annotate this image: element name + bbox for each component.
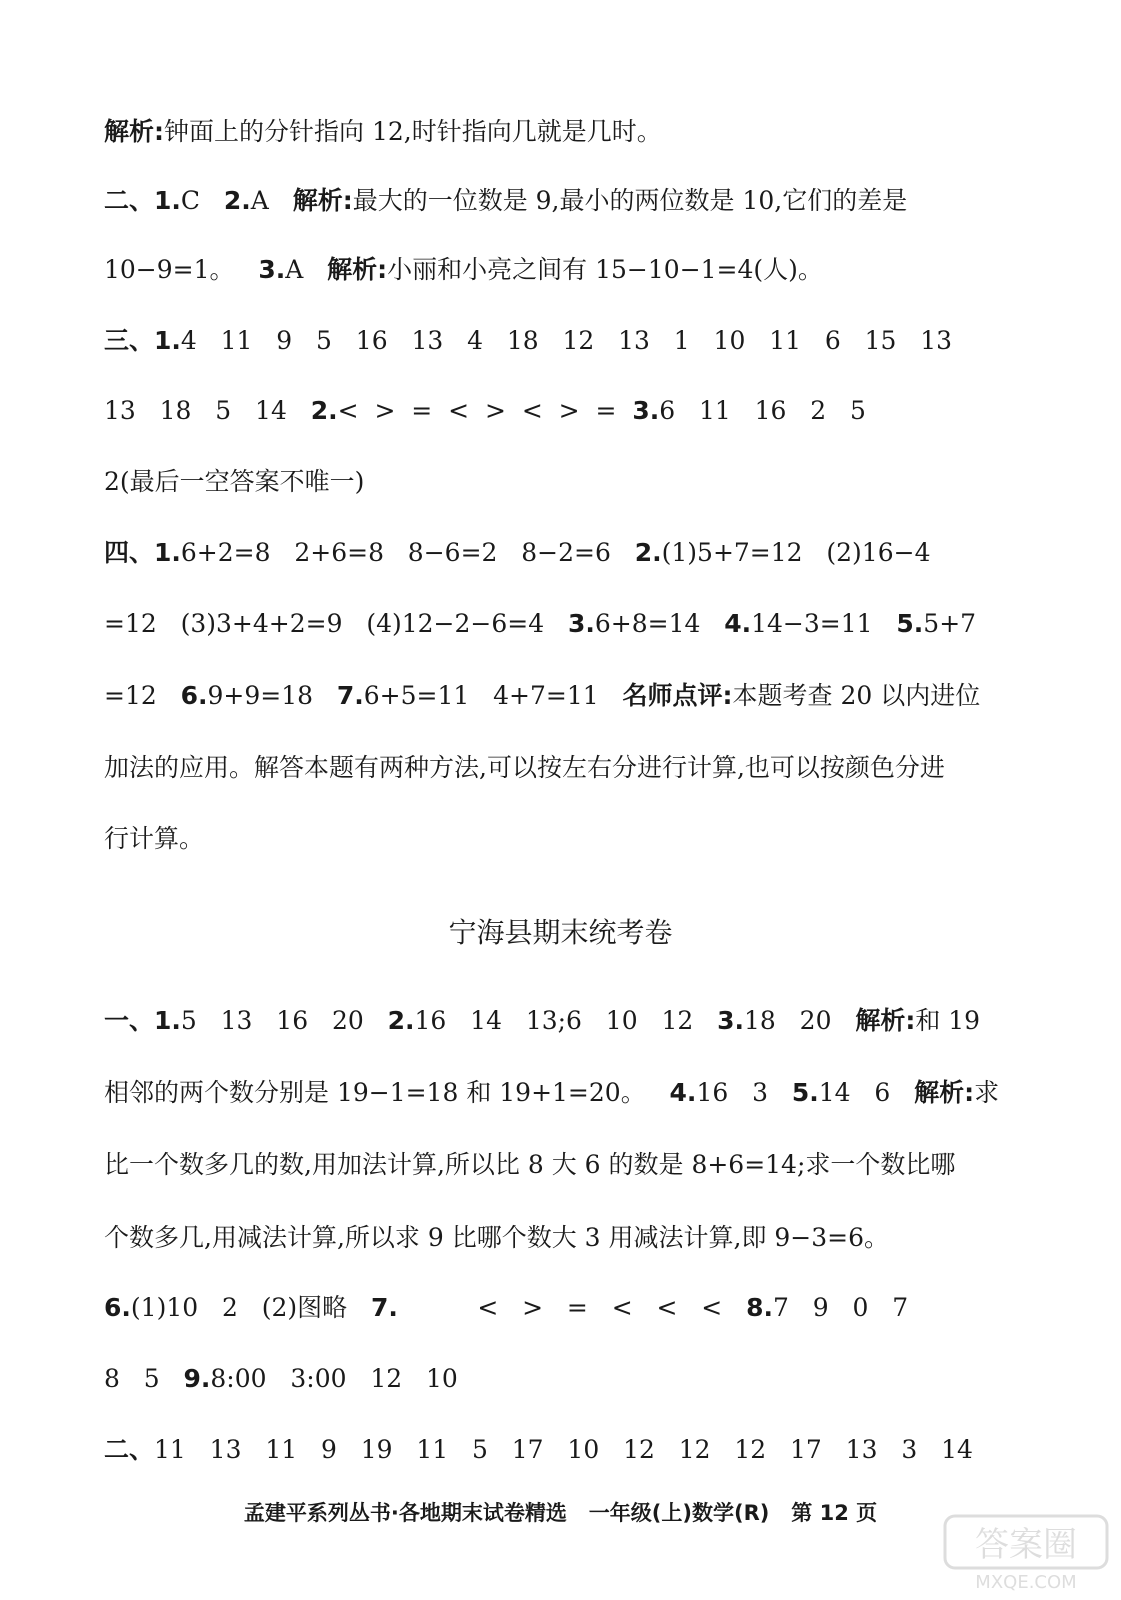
text: 16 14 13;6 10 12	[414, 1006, 718, 1035]
text-line-14	[104, 1150, 1004, 1180]
label: 解析:	[914, 1078, 975, 1107]
watermark-text: 答案圈	[975, 1525, 1077, 1565]
text-line-18	[104, 1435, 1004, 1465]
text: A	[285, 255, 328, 284]
label: 6.	[180, 681, 208, 710]
text-line-11	[104, 824, 1004, 854]
label: 3.	[258, 255, 286, 284]
text: 和 19	[915, 1006, 981, 1035]
label: 7.	[336, 681, 364, 710]
text: 相邻的两个数分别是 19−1=18 和 19+1=20。	[104, 1078, 670, 1107]
label: 解析:	[104, 117, 164, 146]
text: 6+5=11 4+7=11	[363, 681, 623, 710]
text: 16 3	[696, 1078, 792, 1107]
label: 5.	[896, 609, 924, 638]
text: 比一个数多几的数,用加法计算,所以比 8 大 6 的数是 8+6=14;求一个数比哪	[104, 1150, 956, 1179]
text: 小丽和小亮之间有 15−10−1=4(人)。	[387, 255, 823, 284]
text-line-1	[104, 117, 1004, 147]
label: 3.	[567, 609, 595, 638]
label: 2.	[387, 1006, 415, 1035]
watermark-logo	[941, 1512, 1111, 1594]
label: 4.	[669, 1078, 697, 1107]
text: 加法的应用。解答本题有两种方法,可以按左右分进行计算,也可以按颜色分进	[104, 753, 945, 782]
label: 4.	[724, 609, 752, 638]
text-line-15	[104, 1223, 1004, 1253]
text: 本题考查 20 以内进位	[732, 681, 981, 710]
text-line-10	[104, 753, 1004, 783]
label: 解析:	[292, 186, 353, 215]
label: 7.	[370, 1293, 398, 1322]
label: 3.	[717, 1006, 745, 1035]
text: =12	[104, 681, 181, 710]
text: 13 18 5 14	[104, 396, 311, 425]
text: C	[180, 186, 224, 215]
label: 8.	[746, 1293, 773, 1322]
label: 二、	[104, 1435, 155, 1464]
label: 2.	[223, 186, 251, 215]
text: 6 11 16 2 5	[659, 396, 866, 425]
text: < > = < > < > =	[337, 396, 633, 425]
label: 解析:	[327, 255, 388, 284]
text: (1)5+7=12 (2)16−4	[661, 538, 931, 567]
text-line-12	[104, 1006, 1004, 1036]
text: 2(最后一空答案不唯一)	[104, 467, 365, 496]
section-title: 宁海县期末统考卷	[448, 916, 673, 949]
text: 5+7	[923, 609, 977, 638]
text-line-3	[104, 255, 1004, 285]
label: 9.	[183, 1364, 211, 1393]
text: 10−9=1。	[104, 255, 259, 284]
text: A	[250, 186, 293, 215]
text: < > = < < <	[397, 1293, 747, 1322]
text-line-6	[104, 467, 1004, 497]
text-line-17	[104, 1364, 1004, 1394]
text: 18 20	[744, 1006, 856, 1035]
text-line-13	[104, 1078, 1004, 1108]
text-line-9	[104, 681, 1004, 711]
label: 5.	[791, 1078, 819, 1107]
label: 解析:	[855, 1006, 916, 1035]
text: 行计算。	[104, 824, 205, 853]
text: 8 5	[104, 1364, 184, 1393]
text: 14 6	[818, 1078, 915, 1107]
text: 7 9 0 7	[773, 1293, 909, 1322]
text: 个数多几,用减法计算,所以求 9 比哪个数大 3 用减法计算,即 9−3=6。	[104, 1223, 889, 1252]
label: 三、1.	[104, 326, 181, 355]
text-line-7	[104, 538, 1004, 568]
label: 名师点评:	[622, 681, 733, 710]
text: (1)10 2 (2)图略	[130, 1293, 371, 1322]
text-line-8	[104, 609, 1004, 639]
label: 3.	[632, 396, 660, 425]
text: 5 13 16 20	[180, 1006, 388, 1035]
text: 14−3=11	[751, 609, 897, 638]
text: =12 (3)3+4+2=9 (4)12−2−6=4	[104, 609, 568, 638]
text-line-5	[104, 396, 1004, 426]
text: 6+2=8 2+6=8 8−6=2 8−2=6	[180, 538, 635, 567]
label: 6.	[104, 1293, 131, 1322]
watermark-url: MXQE.COM	[975, 1572, 1077, 1593]
text: 8:00 3:00 12 10	[210, 1364, 458, 1393]
text-line-2	[104, 186, 1004, 216]
page-footer: 孟建平系列丛书·各地期末试卷精选 一年级(上)数学(R) 第 12 页	[243, 1501, 878, 1525]
label: 四、1.	[104, 538, 181, 567]
text: 钟面上的分针指向 12,时针指向几就是几时。	[164, 117, 662, 146]
label: 二、1.	[104, 186, 181, 215]
text: 最大的一位数是 9,最小的两位数是 10,它们的差是	[352, 186, 908, 215]
text: 11 13 11 9 19 11 5 17 10 12 12 12 17 13 3 14	[154, 1435, 973, 1464]
label: 一、1.	[104, 1006, 181, 1035]
text-line-16	[104, 1293, 1004, 1323]
text-line-4	[104, 326, 1004, 356]
text: 6+8=14	[594, 609, 725, 638]
text: 9+9=18	[207, 681, 337, 710]
label: 2.	[634, 538, 662, 567]
label: 2.	[310, 396, 338, 425]
text: 4 11 9 5 16 13 4 18 12 13 1 10 11 6 15 13	[180, 326, 953, 355]
text: 求	[974, 1078, 1000, 1107]
